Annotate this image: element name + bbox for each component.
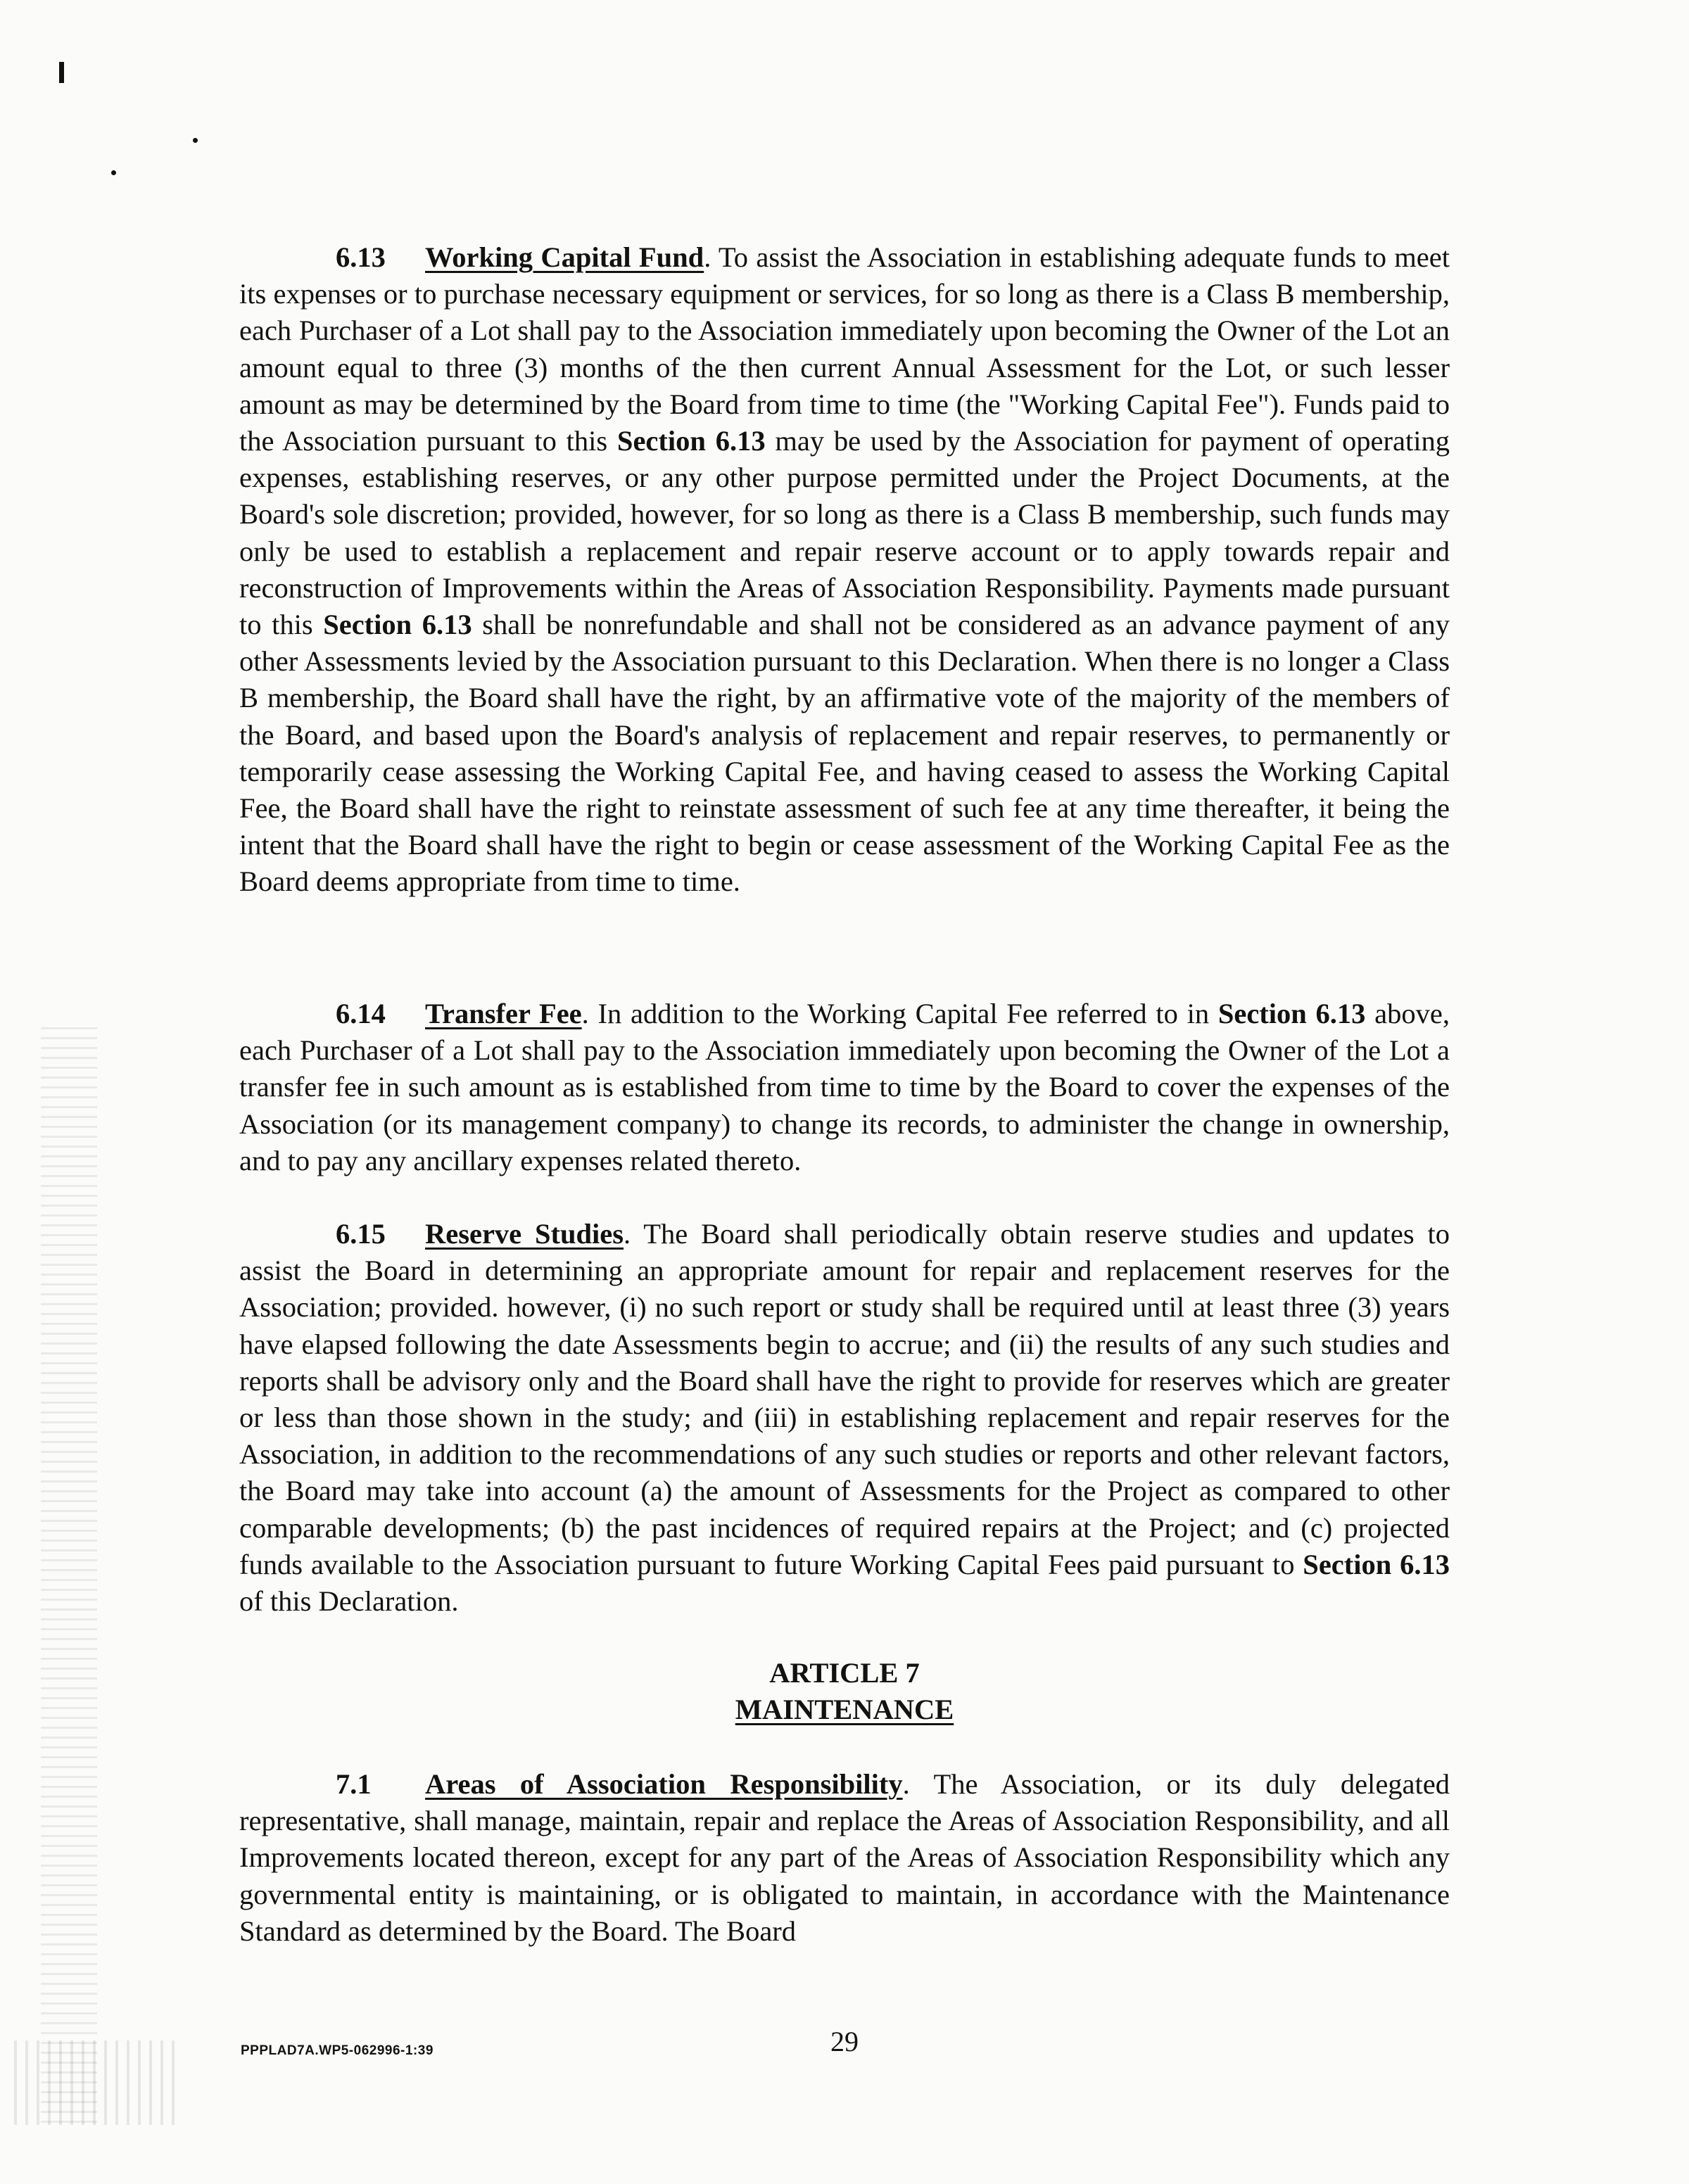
paragraph-text: . The Association, or its duly delegated representative, shall manage, maintain, repair and replace the Areas of Association Responsibility, and all Improvements located thereon, except for any part of the Areas of Association Responsibility which any governmental entity is maintaining, or is obligated to maintain, in accordance with the Maintenance Standard as determined by the Board. The Board [239, 1768, 1450, 1947]
section-title: Areas of Association Responsibility [425, 1768, 903, 1800]
section-title: Transfer Fee [425, 998, 582, 1029]
section-number: 6.13 [336, 241, 386, 273]
section-number: 6.15 [336, 1218, 386, 1250]
paragraph [239, 996, 1450, 1179]
section-reference: Section 6.13 [616, 425, 766, 457]
paragraph [239, 1216, 1450, 1620]
paragraph-text: shall be nonrefundable and shall not be considered as an advance payment of any other Assessments levied by the Association pursuant to this Declaration. When there is no longer a Class B membership, the Board shall have the right, by an affirmative vote of the majority of the members of the Board, and based upon the Board's analysis of replacement and repair reserves, to permanently or temporarily cease assessing the Working Capital Fee, and having ceased to assess the Working Capital Fee, the Board shall have the right to reinstate assessment of such fee at any time thereafter, it being the intent that the Board shall have the right to begin or cease assessment of the Working Capital Fee as the Board deems appropriate from time to time. [239, 609, 1450, 898]
paragraph [239, 239, 1450, 901]
section-6-13 [239, 239, 1450, 901]
section-6-14 [239, 996, 1450, 1179]
scan-noise [41, 1027, 97, 2125]
scan-dot [193, 138, 198, 143]
section-7-1 [239, 1766, 1450, 1950]
paragraph [239, 1766, 1450, 1950]
section-6-15 [239, 1216, 1450, 1620]
paragraph-text: may be used by the Association for payment of operating expenses, establishing reserves, or any other purpose permitted under the Project Documents, at the Board's sole discretion; provided, however, for so long as there is a Class B membership, such funds may only be used to establish a replacement and repair reserve account or to apply towards repair and reconstruction of Improvements within the Areas of Association Responsibility. Payments made pursuant to this [239, 425, 1450, 641]
article-number: ARTICLE 7 [769, 1657, 920, 1689]
paragraph-text: of this Declaration. [239, 1585, 459, 1618]
document-code: PPPLAD7A.WP5-062996-1:39 [241, 2043, 434, 2058]
paragraph-text: . In addition to the Working Capital Fee referred to in [581, 998, 1218, 1029]
paragraph-text: above, each Purchaser of a Lot shall pay to the Association immediately upon becoming the Owner of the Lot a transfer fee in such amount as is established from time to time by the Board to cover the expenses of the Association (or its management company) to change its records, to administer the change in ownership, and to pay any ancillary expenses related thereto. [239, 998, 1450, 1176]
section-reference: Section 6.13 [1303, 1548, 1450, 1580]
scan-dot [111, 170, 116, 175]
scan-mark [59, 62, 64, 83]
article-heading [239, 1655, 1450, 1728]
paragraph-text: . The Board shall periodically obtain reserve studies and updates to assist the Board in determining an appropriate amount for repair and replacement reserves for the Association; provided. however, (i) no such report or study shall be required until at least three (3) years have elapsed following the date Assessments begin to accrue; and (ii) the results of any such studies and reports shall be advisory only and the Board shall have the right to provide for reserves which are greater or less than those shown in the study; and (iii) in establishing replacement and repair reserves for the Association, in addition to the recommendations of any such studies or reports and other relevant factors, the Board may take into account (a) the amount of Assessments for the Project as compared to other comparable developments; (b) the past incidences of required repairs at the Project; and (c) projected funds available to the Association pursuant to future Working Capital Fees paid pursuant to [239, 1218, 1450, 1580]
section-reference: Section 6.13 [1217, 998, 1366, 1029]
section-number: 7.1 [336, 1768, 372, 1800]
scan-noise [14, 2040, 183, 2125]
paragraph-text: . To assist the Association in establishing adequate funds to meet its expenses or to purchase necessary equipment or services, for so long as there is a Class B membership, each Purchaser of a Lot shall pay to the Association immediately upon becoming the Owner of the Lot an amount equal to three (3) months of the then current Annual Assessment for the Lot, or such lesser amount as may be determined by the Board from time to time (the "Working Capital Fee"). Funds paid to the Association pursuant to this [239, 241, 1450, 457]
section-number: 6.14 [336, 998, 386, 1029]
section-reference: Section 6.13 [323, 609, 472, 641]
article-title: MAINTENANCE [735, 1694, 954, 1725]
section-title: Working Capital Fund [425, 241, 704, 273]
section-title: Reserve Studies [425, 1218, 624, 1250]
page-number: 29 [830, 2026, 859, 2057]
